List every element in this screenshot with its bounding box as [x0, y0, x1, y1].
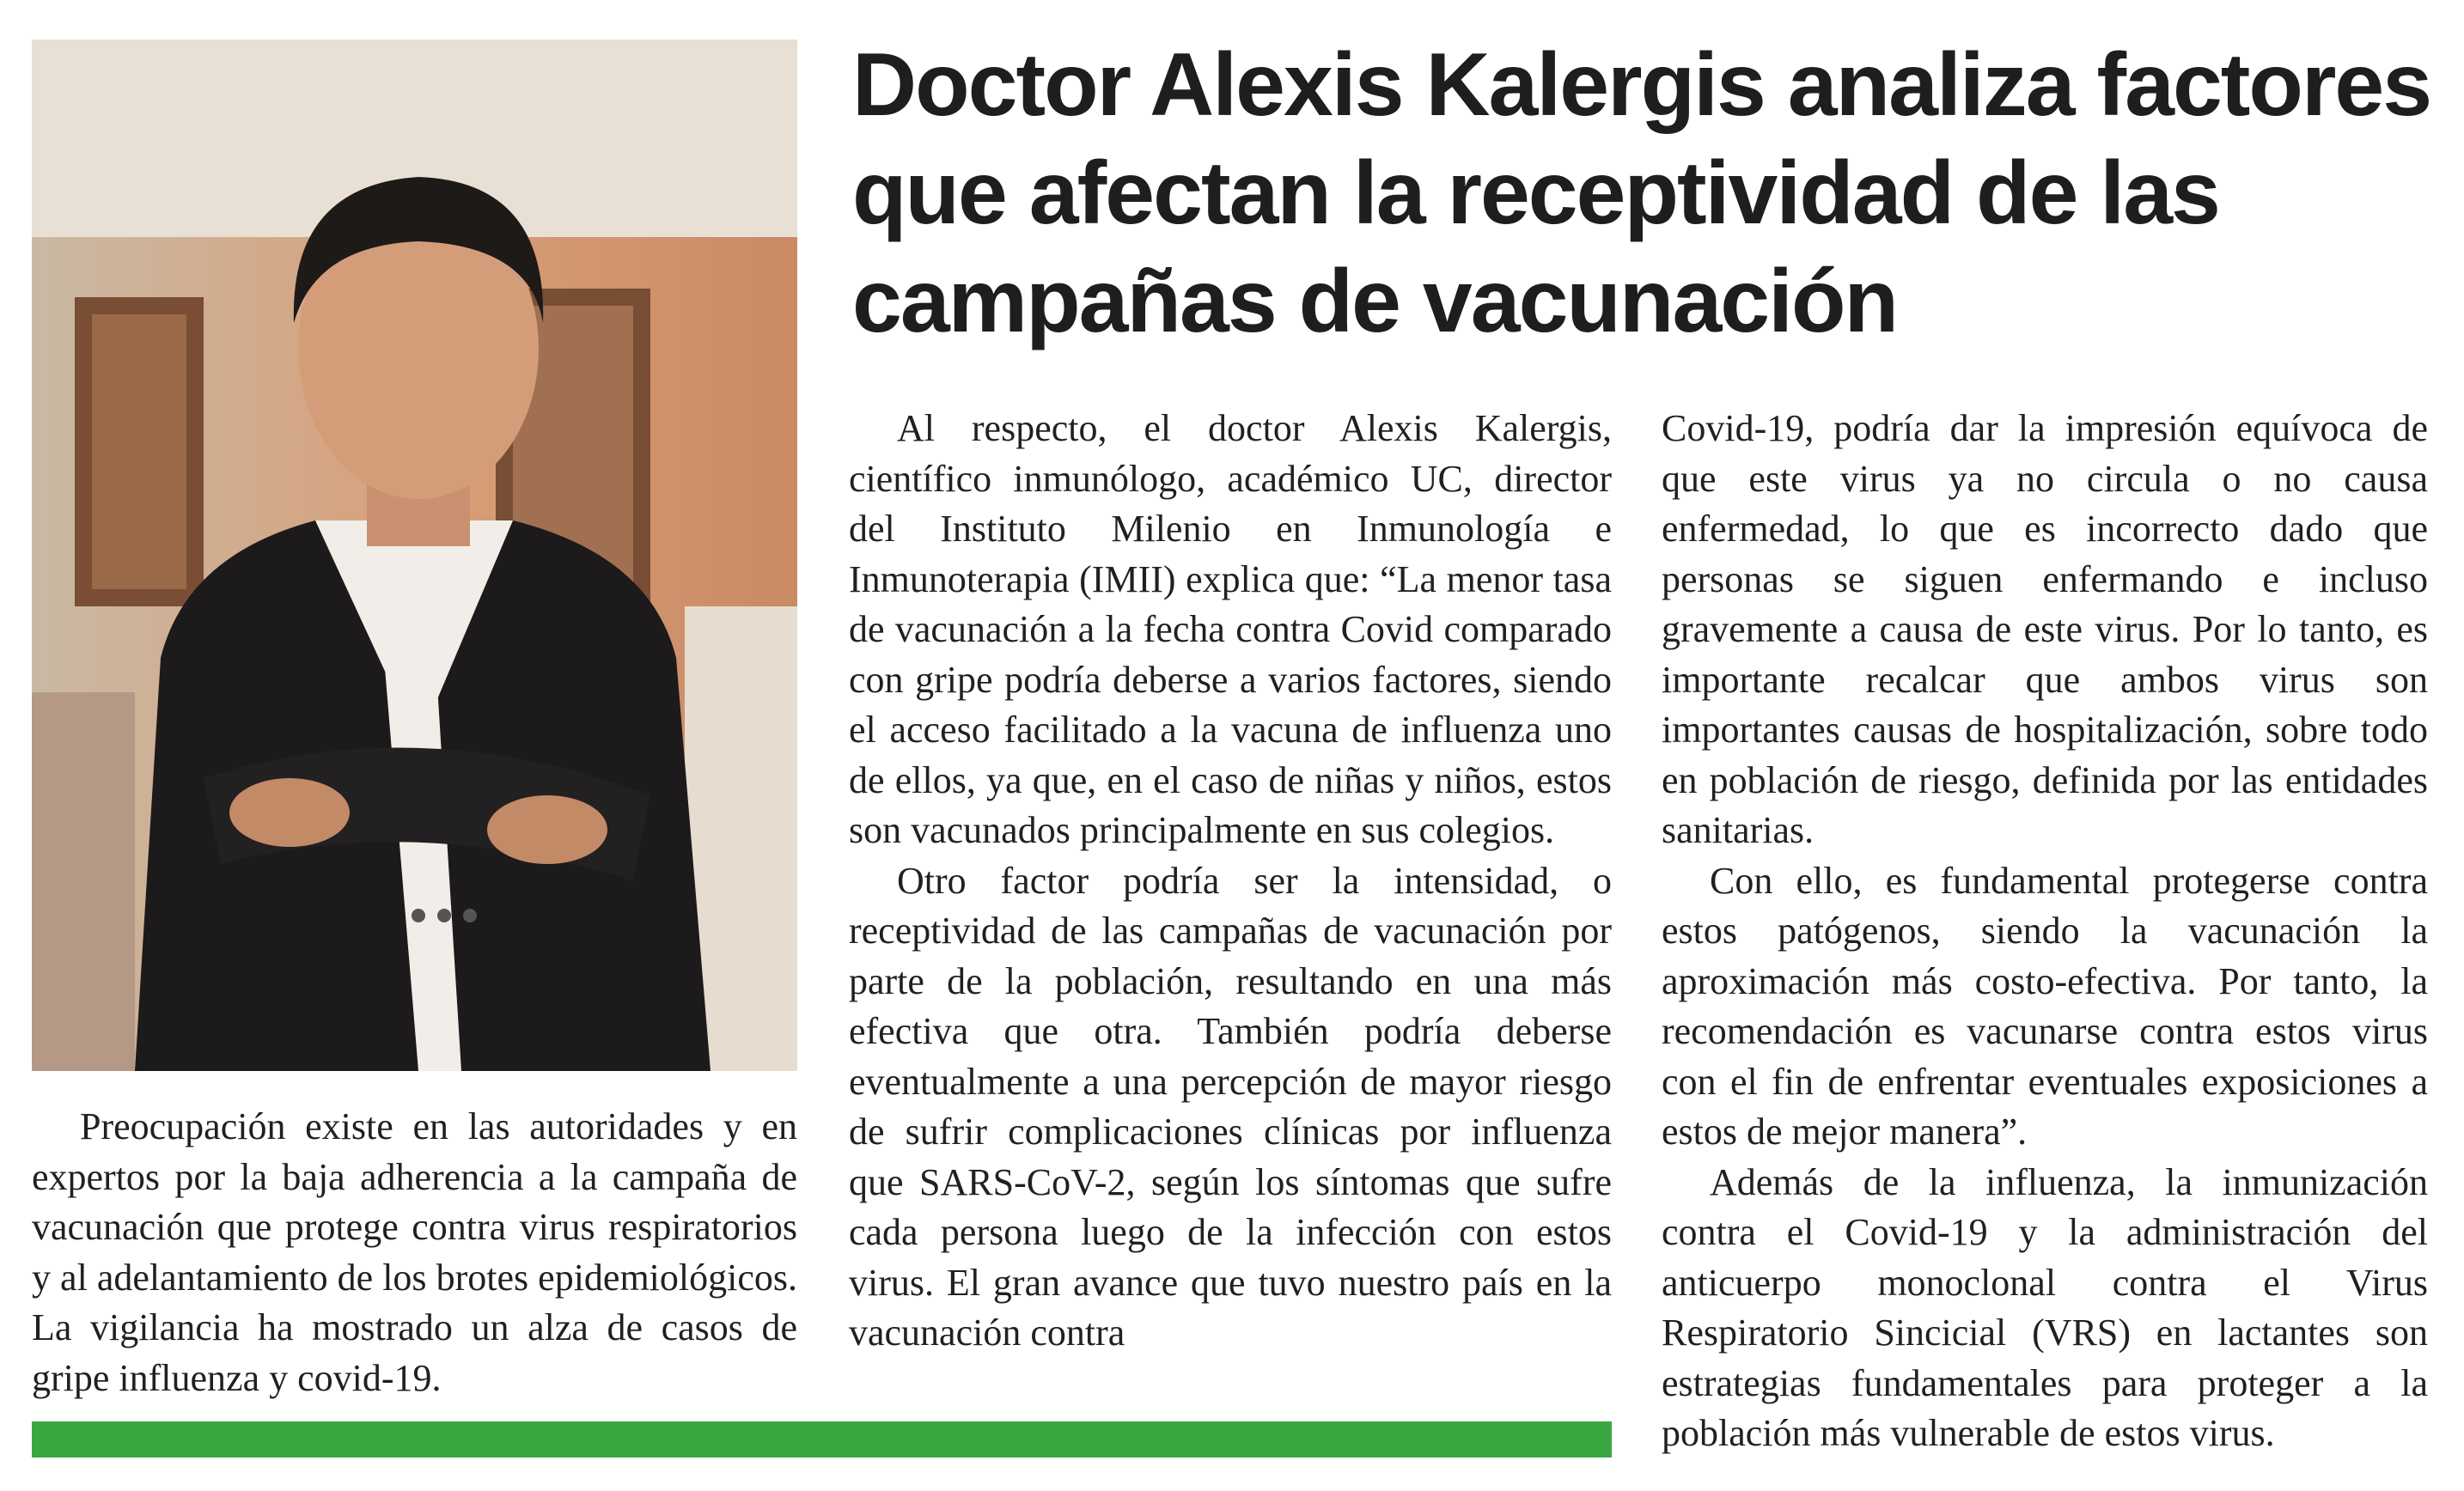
article-headline: Doctor Alexis Kalergis analiza factores que afectan la receptividad de las campañas de vacunación: [852, 35, 2431, 351]
portrait-photo: [32, 40, 797, 1071]
left-column: [32, 1102, 797, 1403]
paragraph: Preocupación existe en las autoridades y en expertos por la baja adherencia a la campaña de vacunación que protege contra virus respiratorios y al adelantamiento de los brotes epidemiológicos. La vigilancia ha mostrado un alza de casos de gripe influenza y covid-19.: [32, 1105, 797, 1399]
portrait-illustration: [32, 40, 797, 1071]
paragraph: Al respecto, el doctor Alexis Kalergis, científico inmunólogo, académico UC, director del Instituto Milenio en Inmunología e Inmunoterapia (IMII) explica que: “La menor tasa de vacunación a la fecha contra Covid comparado con gripe podría deberse a varios factores, siendo el acceso facilitado a la vacuna de influenza uno de ellos, ya que, en el caso de niñas y niños, estos son vacunados principalmente en sus colegios.: [849, 407, 1612, 851]
right-column: [1662, 404, 2428, 1459]
paragraph: Con ello, es fundamental protegerse contra estos patógenos, siendo la vacunación la aproximación más costo-efectiva. Por tanto, la recomendación es vacunarse contra estos virus con el fin de enfrentar eventuales exposiciones a estos de mejor manera”.: [1662, 859, 2428, 1153]
paragraph: Otro factor podría ser la intensidad, o receptividad de las campañas de vacunación por parte de la población, resultando en una más efectiva que otra. También podría deberse eventualmente a una percepción de mayor riesgo de sufrir complicaciones clínicas por influenza que SARS-CoV-2, según los síntomas que sufre cada persona luego de la infección con estos virus. El gran avance que tuvo nuestro país en la vacunación contra: [849, 859, 1612, 1354]
paragraph: Covid-19, podría dar la impresión equívoca de que este virus ya no circula o no causa enfermedad, lo que es incorrecto dado que personas se siguen enfermando e incluso gravemente a causa de este virus. Por lo tanto, es importante recalcar que ambos virus son importantes causas de hospitalización, sobre todo en población de riesgo, definida por las entidades sanitarias.: [1662, 407, 2428, 851]
paragraph: Además de la influenza, la inmunización contra el Covid-19 y la administración del anticuerpo monoclonal contra el Virus Respiratorio Sincicial (VRS) en lactantes son estrategias fundamentales para proteger a la población más vulnerable de estos virus.: [1662, 1160, 2428, 1454]
middle-column: [849, 404, 1612, 1359]
accent-rule: [32, 1421, 1612, 1458]
